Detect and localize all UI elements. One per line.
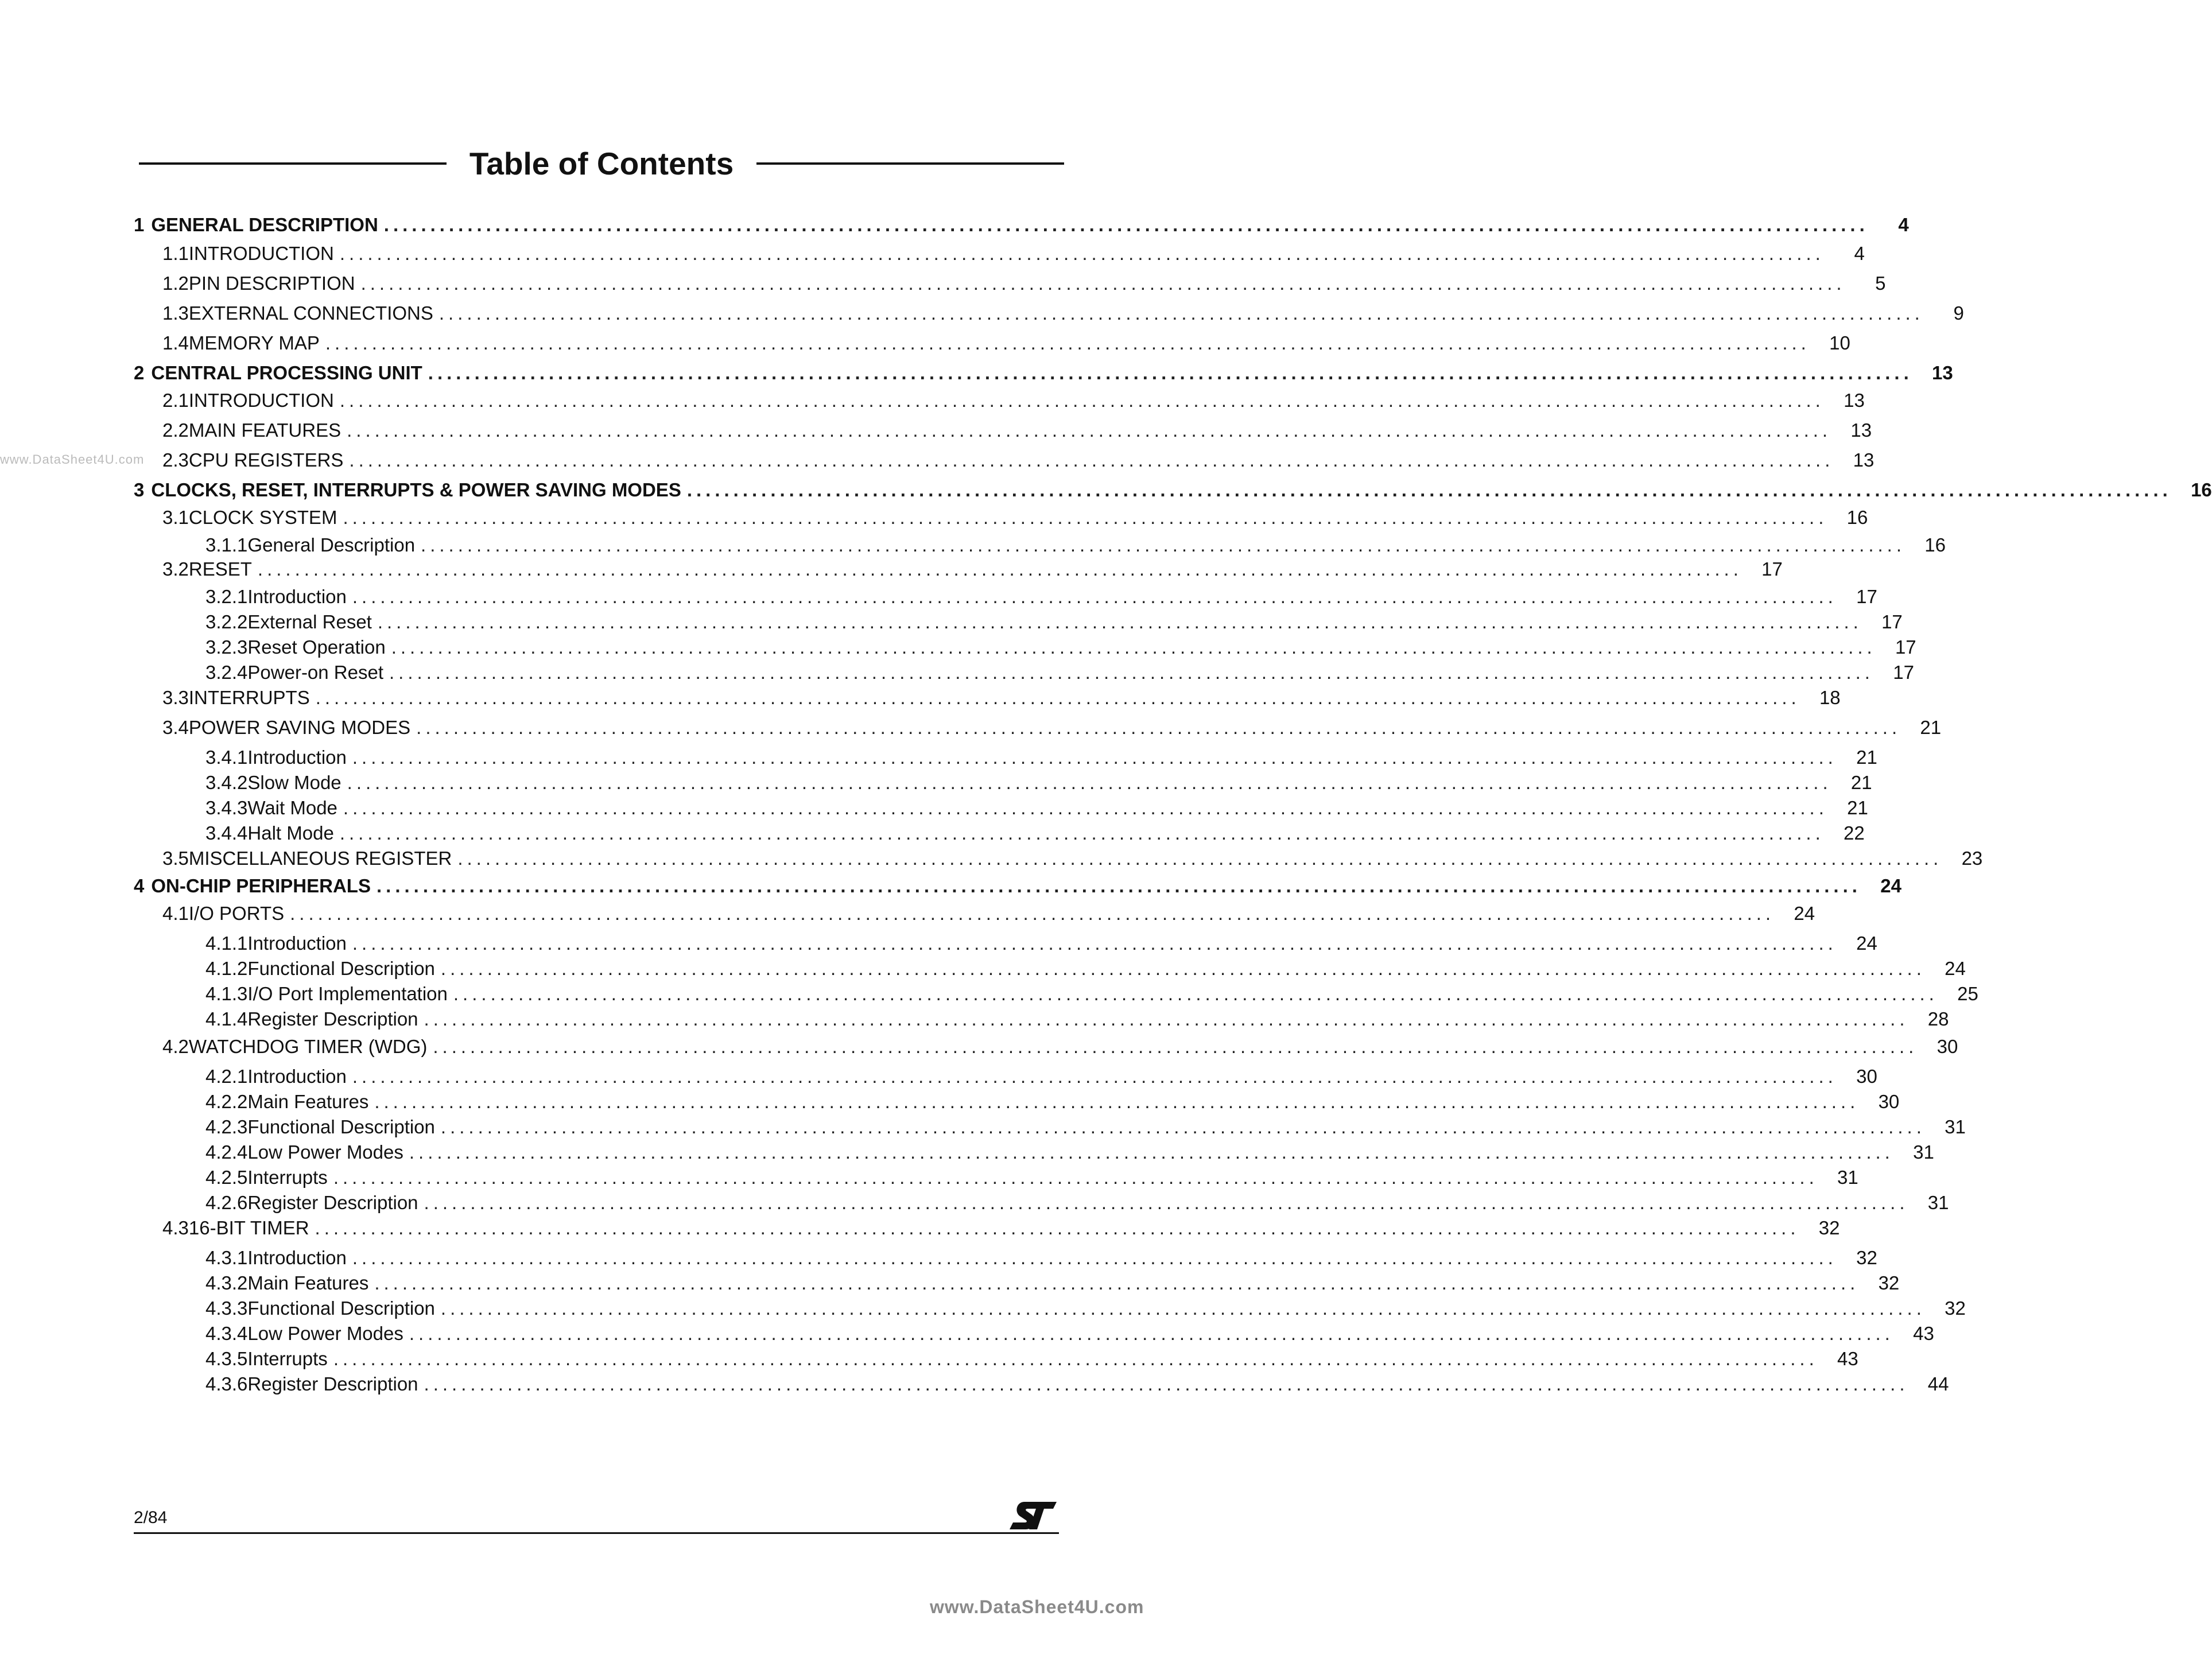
toc-entry-title: I/O Port Implementation [247,983,448,1004]
toc-entry-number: 3.4.4 [205,822,248,844]
toc-entry-page: 30 [1856,1066,1877,1087]
toc-entry[interactable] [134,1321,1934,1346]
toc-entry-leader: ................................................................................................................................................................ [374,1272,1860,1294]
toc-entry-title: Introduction [247,933,347,954]
toc-entry[interactable] [134,1271,1900,1296]
toc-entry-number: 3.1.1 [205,534,248,556]
toc-entry-number: 2.3 [162,449,189,471]
toc-entry-leader: ................................................................................................................................................................ [421,534,1906,556]
toc-entry[interactable] [134,821,1865,846]
toc-entry-title: Introduction [247,747,347,768]
toc-entry-page: 13 [1932,362,1953,383]
toc-entry-title: WATCHDOG TIMER (WDG) [188,1036,428,1057]
toc-entry-page: 16 [1924,534,1946,556]
toc-entry-leader: ................................................................................................................................................................ [352,1247,1837,1268]
toc-entry-leader: ................................................................................................................................................................ [349,449,1834,471]
toc-entry[interactable] [134,557,1783,582]
toc-entry[interactable] [134,745,1877,770]
toc-entry[interactable] [134,241,1865,266]
page-number: 2/84 [134,1508,168,1527]
toc-entry-page: 21 [1850,772,1872,793]
toc-entry-leader: ................................................................................................................................................................ [325,332,1810,354]
toc-entry-page: 16 [2191,479,2212,500]
toc-entry-leader: ................................................................................................................................................................ [440,958,1926,979]
toc-entry-leader: ................................................................................................................................................................ [409,1323,1894,1344]
toc-entry-number: 4.3.1 [205,1247,248,1268]
toc-entry-leader: ................................................................................................................................................................ [377,611,1862,632]
toc-entry-leader: ................................................................................................................................................................ [352,586,1837,607]
toc-entry-leader: ................................................................................................................................................................ [360,273,1846,294]
toc-entry-number: 3.2 [162,558,189,580]
toc-entry-page: 31 [1837,1167,1858,1188]
toc-entry-title: INTRODUCTION [188,390,334,411]
toc-entry-number: 4.2 [162,1036,189,1057]
toc-entry-title: Reset Operation [247,636,386,658]
toc-entry-page: 21 [1920,717,1942,738]
toc-entry-page: 17 [1895,636,1916,658]
toc-entry-leader: ................................................................................................................................................................ [440,1298,1926,1319]
toc-entry-page: 24 [1856,933,1877,954]
toc-entry-title: GENERAL DESCRIPTION [151,214,378,235]
toc-entry-number: 4.2.2 [205,1091,248,1112]
toc-entry[interactable] [134,271,1886,296]
toc-entry-title: CLOCKS, RESET, INTERRUPTS & POWER SAVING MODES [151,479,681,500]
toc-entry-page: 44 [1927,1373,1949,1395]
toc-entry-page: 24 [1880,875,1901,896]
toc-entry-leader: ................................................................................................................................................................ [424,1008,1909,1030]
toc-entry-title: 16-BIT TIMER [188,1217,309,1238]
toc-entry-number: 4.1.4 [205,1008,248,1030]
toc-entry[interactable] [134,360,1953,386]
toc-entry-title: CPU REGISTERS [188,449,344,471]
toc-entry-title: CLOCK SYSTEM [188,507,337,528]
toc-entry-title: Main Features [247,1091,369,1112]
toc-entry[interactable] [134,1190,1949,1215]
toc-entry-page: 28 [1927,1008,1949,1030]
st-logo-icon [1007,1501,1059,1531]
toc-entry-page: 4 [1854,243,1865,264]
toc-entry[interactable] [134,331,1850,356]
toc-entry-page: 21 [1847,797,1868,818]
toc-entry-number: 4.1 [162,903,189,924]
toc-entry-title: Halt Mode [247,822,334,844]
toc-entry-leader: ................................................................................................................................................................ [391,636,1876,658]
toc-entry-leader: ................................................................................................................................................................ [453,983,1938,1004]
toc-entry-number: 3 [134,479,145,500]
toc-entry-leader: ................................................................................................................................................................ [315,687,1800,708]
toc-entry-leader: ................................................................................................................................................................ [333,1167,1818,1188]
toc-entry-page: 22 [1844,822,1865,844]
toc-entry-leader: ................................................................................................................................................................ [438,302,1924,324]
toc-entry-leader: ................................................................................................................................................................ [352,1066,1837,1087]
toc-entry[interactable] [134,1372,1949,1397]
toc-entry-page: 32 [1818,1217,1840,1238]
toc-entry-number: 1.3 [162,302,189,324]
toc-entry-page: 32 [1878,1272,1900,1294]
toc-entry-number: 4.3.4 [205,1323,248,1344]
toc-entry-number: 4.2.3 [205,1116,248,1137]
toc-entry-leader: ................................................................................................................................................................ [383,214,1869,235]
toc-entry[interactable] [134,770,1872,795]
toc-entry-number: 4.2.5 [205,1167,248,1188]
toc-entry-title: CENTRAL PROCESSING UNIT [151,362,422,383]
toc-entry-number: 4.3.2 [205,1272,248,1294]
toc-entry-leader: ................................................................................................................................................................ [339,243,1825,264]
toc-entry-page: 24 [1945,958,1966,979]
toc-entry[interactable] [134,1245,1877,1271]
toc-entry[interactable] [134,418,1872,443]
toc-entry-page: 13 [1850,420,1872,441]
toc-entry-title: Interrupts [247,1167,328,1188]
toc-entry-page: 21 [1856,747,1877,768]
toc-entry-page: 10 [1829,332,1850,354]
toc-entry-number: 4.1.3 [205,983,248,1004]
toc-entry-title: Interrupts [247,1348,328,1369]
toc-entry-title: Introduction [247,1247,347,1268]
toc-entry-leader: ................................................................................................................................................................ [290,903,1775,924]
toc-entry-page: 32 [1945,1298,1966,1319]
toc-entry[interactable] [134,1296,1966,1321]
toc-entry-page: 13 [1853,449,1875,471]
toc-entry-page: 17 [1761,558,1783,580]
toc-entry[interactable] [134,448,1875,473]
toc-entry[interactable] [134,715,1942,740]
toc-entry-page: 43 [1837,1348,1858,1369]
toc-entry[interactable] [134,1089,1900,1114]
toc-entry-leader: ................................................................................................................................................................ [686,479,2172,500]
toc-entry-number: 4.3.5 [205,1348,248,1369]
toc-entry[interactable] [134,1140,1934,1165]
toc-entry[interactable] [134,533,1946,558]
toc-entry-leader: ................................................................................................................................................................ [333,1348,1818,1369]
toc-entry-leader: ................................................................................................................................................................ [433,1036,1918,1057]
toc-entry-page: 30 [1937,1036,1958,1057]
toc-entry-title: Low Power Modes [247,1141,403,1163]
toc-entry[interactable] [134,609,1903,635]
toc-entry-leader: ................................................................................................................................................................ [347,420,1832,441]
toc-entry-number: 3.2.2 [205,611,248,632]
toc-entry-page: 17 [1881,611,1903,632]
toc-entry-title: Register Description [247,1192,418,1213]
toc-entry-number: 4.2.4 [205,1141,248,1163]
toc-entry-title: Introduction [247,1066,347,1087]
toc-entry-number: 1.4 [162,332,189,354]
toc-entry[interactable] [134,584,1877,609]
toc-entry-number: 3.1 [162,507,189,528]
toc-entry-leader: ................................................................................................................................................................ [428,362,1913,383]
toc-entry[interactable] [134,635,1916,660]
toc-entry[interactable] [134,477,2212,503]
toc-entry-number: 3.4 [162,717,189,738]
toc-entry-title: Low Power Modes [247,1323,403,1344]
toc-entry-title: External Reset [247,611,372,632]
toc-entry-title: I/O PORTS [188,903,285,924]
toc-entry-number: 2.2 [162,420,189,441]
toc-entry-number: 3.4.3 [205,797,248,818]
toc-entry-title: Introduction [247,586,347,607]
toc-entry-title: Functional Description [247,958,435,979]
toc-entry-number: 4.3.6 [205,1373,248,1395]
toc-entry[interactable] [134,301,1964,326]
toc-entry-leader: ................................................................................................................................................................ [376,875,1861,896]
toc-entry-leader: ................................................................................................................................................................ [424,1192,1909,1213]
toc-entry-leader: ................................................................................................................................................................ [389,662,1874,683]
toc-entry-page: 5 [1875,273,1886,294]
toc-entry[interactable] [134,846,1983,871]
toc-entry-title: Functional Description [247,1298,435,1319]
toc-entry-number: 4.2.1 [205,1066,248,1087]
toc-entry-leader: ................................................................................................................................................................ [457,848,1943,869]
toc-entry[interactable] [134,956,1966,981]
toc-entry-page: 17 [1893,662,1914,683]
toc-entry-title: EXTERNAL CONNECTIONS [188,302,433,324]
toc-entry[interactable] [134,660,1914,685]
toc-entry-title: Slow Mode [247,772,341,793]
toc-entry[interactable] [134,212,1909,238]
toc-entry-number: 1.1 [162,243,189,264]
toc-entry-number: 3.4.1 [205,747,248,768]
toc-entry[interactable] [134,1346,1858,1372]
toc-entry-page: 31 [1945,1116,1966,1137]
toc-entry[interactable] [134,1064,1877,1089]
toc-entry-page: 4 [1898,214,1909,235]
toc-entry-title: Power-on Reset [247,662,384,683]
toc-entry-title: ON-CHIP PERIPHERALS [151,875,371,896]
toc-entry-leader: ................................................................................................................................................................ [416,717,1901,738]
toc-entry-page: 18 [1819,687,1841,708]
toc-entry-number: 4.3 [162,1217,189,1238]
toc-entry-title: INTRODUCTION [188,243,334,264]
toc-entry-leader: ................................................................................................................................................................ [352,747,1837,768]
toc-entry-title: MEMORY MAP [188,332,320,354]
toc-entry-page: 13 [1844,390,1865,411]
title-row [139,138,1064,189]
toc-entry-number: 1.2 [162,273,189,294]
toc-entry-number: 4.1.2 [205,958,248,979]
toc-entry[interactable] [134,873,1901,899]
watermark-bottom: www.DataSheet4U.com [930,1597,1144,1617]
toc-entry[interactable] [134,931,1877,956]
toc-entry-title: POWER SAVING MODES [188,717,411,738]
title-rule-right [756,162,1064,165]
toc-entry[interactable] [134,1007,1949,1032]
toc-entry[interactable] [134,901,1815,926]
toc-entry-number: 1 [134,214,145,235]
toc-entry[interactable] [134,1114,1966,1140]
watermark-side: www.DataSheet4U.com [0,452,145,467]
toc-entry-leader: ................................................................................................................................................................ [352,933,1837,954]
toc-entry[interactable] [134,388,1865,413]
toc-entry-leader: ................................................................................................................................................................ [424,1373,1909,1395]
toc-entry-title: Functional Description [247,1116,435,1137]
toc-entry-number: 3.4.2 [205,772,248,793]
toc-entry-title: INTERRUPTS [188,687,310,708]
toc-entry-page: 30 [1878,1091,1900,1112]
toc-entry-leader: ................................................................................................................................................................ [343,507,1828,528]
toc-entry[interactable] [134,981,1978,1007]
toc-entry[interactable] [134,1215,1840,1241]
toc-entry-title: Main Features [247,1272,369,1294]
toc-entry-leader: ................................................................................................................................................................ [315,1217,1800,1238]
toc-entry-page: 43 [1913,1323,1934,1344]
toc-entry-page: 31 [1913,1141,1934,1163]
toc-entry-title: RESET [188,558,252,580]
toc-entry-number: 4.1.1 [205,933,248,954]
toc-entry-page: 16 [1846,507,1868,528]
toc-entry-page: 32 [1856,1247,1877,1268]
toc-entry-number: 4 [134,875,145,896]
toc-entry-page: 9 [1953,302,1964,324]
toc-entry-number: 3.2.4 [205,662,248,683]
toc-entry-number: 3.2.3 [205,636,248,658]
toc-entry-number: 4.2.6 [205,1192,248,1213]
toc-entry[interactable] [134,1034,1958,1059]
toc-entry-page: 24 [1794,903,1815,924]
toc-entry-leader: ................................................................................................................................................................ [374,1091,1860,1112]
toc-entry[interactable] [134,1165,1858,1190]
toc-entry-title: MISCELLANEOUS REGISTER [188,848,452,869]
toc-entry[interactable] [134,795,1868,821]
toc-entry-page: 25 [1957,983,1978,1004]
toc-entry-leader: ................................................................................................................................................................ [440,1116,1926,1137]
toc-entry-title: Register Description [247,1373,418,1395]
toc-entry-page: 23 [1961,848,1983,869]
toc-entry-leader: ................................................................................................................................................................ [343,797,1828,818]
toc-entry-number: 3.2.1 [205,586,248,607]
toc-entry-leader: ................................................................................................................................................................ [257,558,1743,580]
toc-entry-title: Register Description [247,1008,418,1030]
toc-entry-page: 17 [1856,586,1877,607]
toc-entry-number: 2.1 [162,390,189,411]
toc-entry-leader: ................................................................................................................................................................ [339,822,1825,844]
toc-entry-title: PIN DESCRIPTION [188,273,355,294]
toc-entry[interactable] [134,685,1841,710]
toc-entry[interactable] [134,505,1868,530]
toc-entry-title: General Description [247,534,416,556]
toc-entry-number: 3.5 [162,848,189,869]
toc-entry-title: MAIN FEATURES [188,420,341,441]
footer-rule [134,1532,1059,1534]
toc-entry-number: 2 [134,362,145,383]
toc-entry-title: Wait Mode [247,797,337,818]
toc-entry-number: 3.3 [162,687,189,708]
title-rule-left [139,162,447,165]
toc-entry-leader: ................................................................................................................................................................ [409,1141,1894,1163]
toc-entry-leader: ................................................................................................................................................................ [339,390,1825,411]
toc-entry-leader: ................................................................................................................................................................ [347,772,1832,793]
toc-entry-page: 31 [1927,1192,1949,1213]
toc-entry-number: 4.3.3 [205,1298,248,1319]
page-title: Table of Contents [469,146,734,181]
